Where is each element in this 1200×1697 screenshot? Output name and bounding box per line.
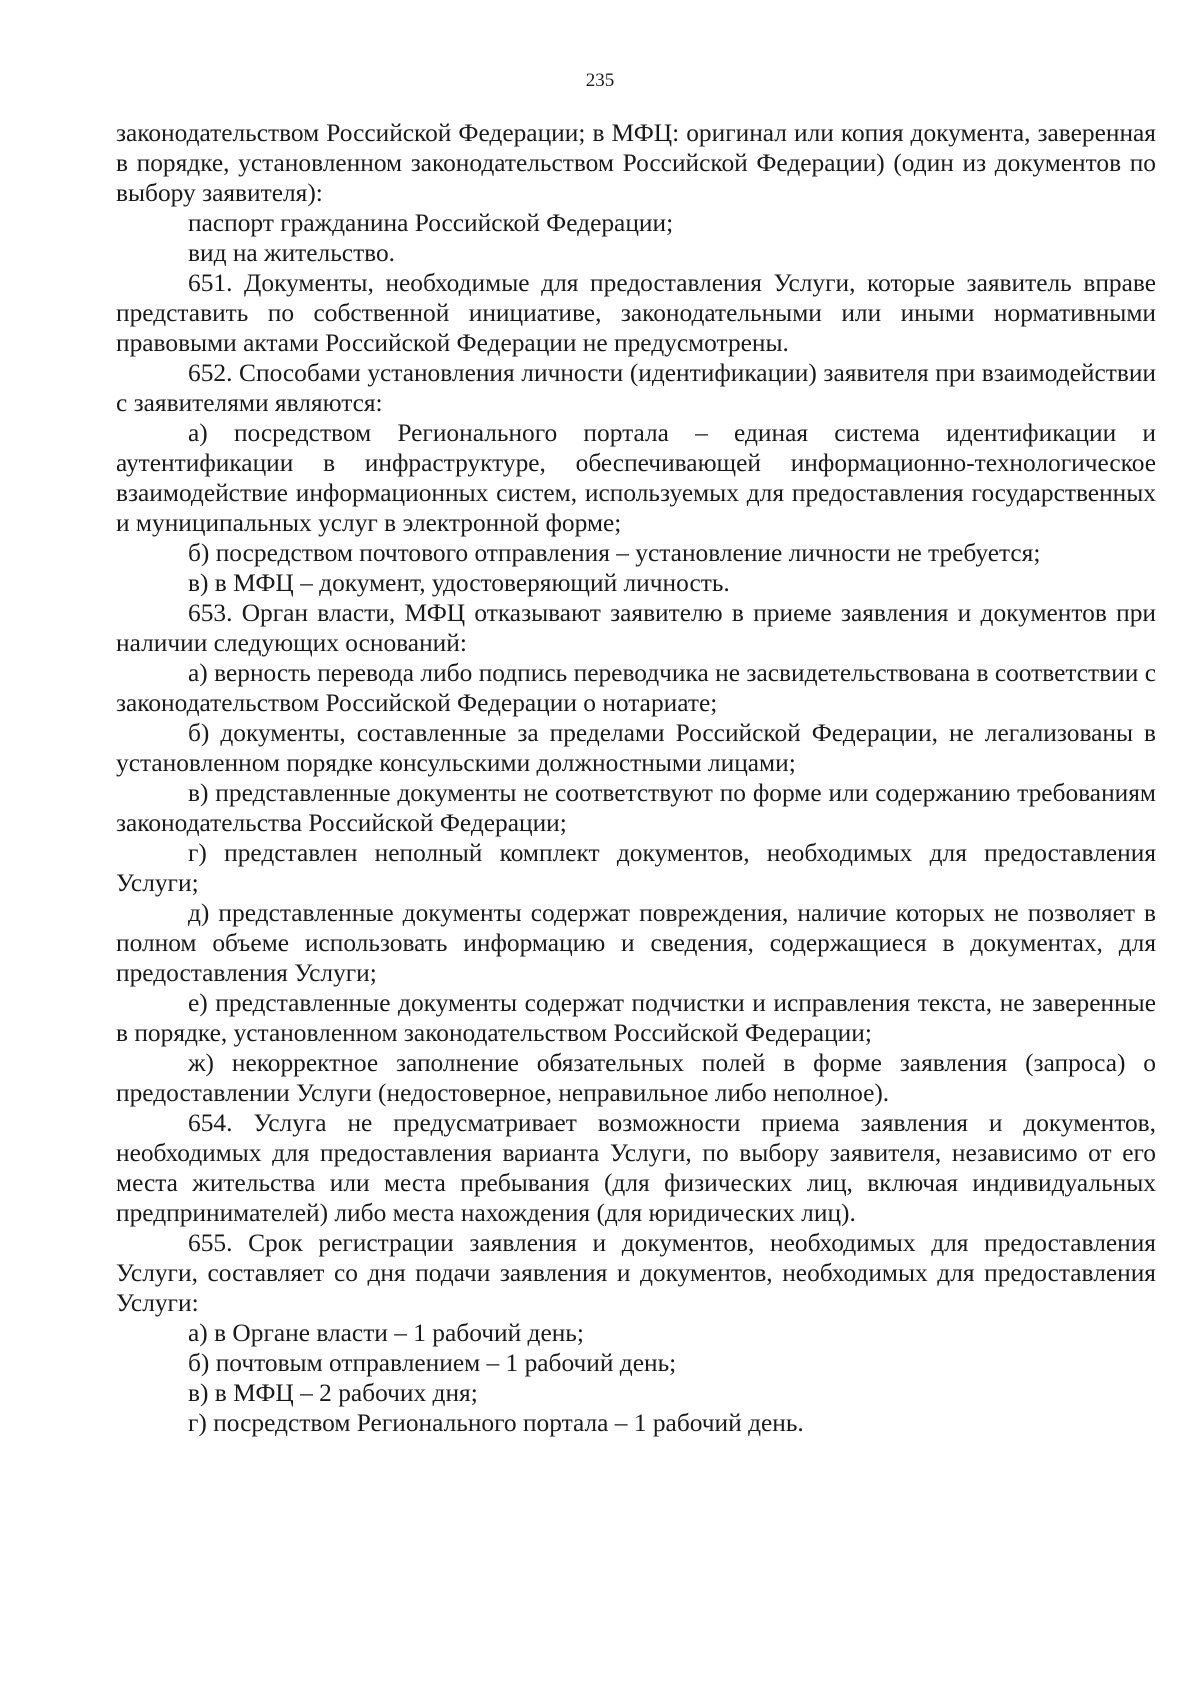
clause-652-item-b: б) посредством почтового отправления – установление личности не требуется; [188, 539, 1041, 567]
clause-653-item-e: е) представленные документы содержат подчистки и исправления текста, не заверенные в порядке, установленном законодательством Российской Федерации; [116, 989, 1156, 1047]
clause-653-item-b: б) документы, составленные за пределами Российской Федерации, не легализованы в установленном порядке консульскими должностными лицами; [116, 719, 1156, 777]
clause-651: 651. Документы, необходимые для предоставления Услуги, которые заявитель вправе представить по собственной инициативе, законодательными или иными нормативными правовыми актами Российской Федерации не предусмотрены. [116, 269, 1156, 357]
clause-654: 654. Услуга не предусматривает возможности приема заявления и документов, необходимых для предоставления варианта Услуги, по выбору заявителя, независимо от его места жительства или места пребывания (для физических лиц, включая индивидуальных предпринимателей) либо места нахождения (для юридических лиц). [116, 1109, 1156, 1227]
clause-655-item-b: б) почтовым отправлением – 1 рабочий день; [188, 1349, 677, 1377]
paragraph-continuation: законодательством Российской Федерации; в МФЦ: оригинал или копия документа, заверенная в порядке, установленном законодательством Российской Федерации) (один из документов по выбору заявителя): [116, 119, 1156, 207]
clause-652: 652. Способами установления личности (идентификации) заявителя при взаимодействии с заявителями являются: [116, 359, 1156, 417]
document-body [116, 118, 1156, 1438]
list-item-passport: паспорт гражданина Российской Федерации; [188, 209, 674, 237]
clause-655: 655. Срок регистрации заявления и документов, необходимых для предоставления Услуги, составляет со дня подачи заявления и документов, необходимых для предоставления Услуги: [116, 1229, 1156, 1317]
clause-652-item-a: а) посредством Регионального портала – единая система идентификации и аутентификации в инфраструктуре, обеспечивающей информационно-технологическое взаимодействие информационных систем, используемых для предоставления государственных и муниципальных услуг в электронной форме; [116, 419, 1156, 537]
clause-652-item-v: в) в МФЦ – документ, удостоверяющий личность. [188, 569, 730, 597]
clause-653-item-g: г) представлен неполный комплект документов, необходимых для предоставления Услуги; [116, 839, 1156, 897]
clause-653-item-d: д) представленные документы содержат повреждения, наличие которых не позволяет в полном объеме использовать информацию и сведения, содержащиеся в документах, для предоставления Услуги; [116, 899, 1156, 987]
page-number: 235 [585, 70, 615, 91]
clause-653: 653. Орган власти, МФЦ отказывают заявителю в приеме заявления и документов при наличии следующих оснований: [116, 599, 1156, 657]
clause-655-item-a: а) в Органе власти – 1 рабочий день; [188, 1319, 584, 1347]
list-item-residence-permit: вид на жительство. [188, 239, 396, 267]
clause-655-item-g: г) посредством Регионального портала – 1 рабочий день. [188, 1409, 804, 1437]
clause-653-item-zh: ж) некорректное заполнение обязательных полей в форме заявления (запроса) о предоставлении Услуги (недостоверное, неправильное либо неполное). [116, 1049, 1156, 1107]
clause-653-item-v: в) представленные документы не соответствуют по форме или содержанию требованиям законодательства Российской Федерации; [116, 779, 1156, 837]
clause-655-item-v: в) в МФЦ – 2 рабочих дня; [188, 1379, 478, 1407]
clause-653-item-a: а) верность перевода либо подпись переводчика не засвидетельствована в соответствии с законодательством Российской Федерации о нотариате; [116, 659, 1156, 717]
